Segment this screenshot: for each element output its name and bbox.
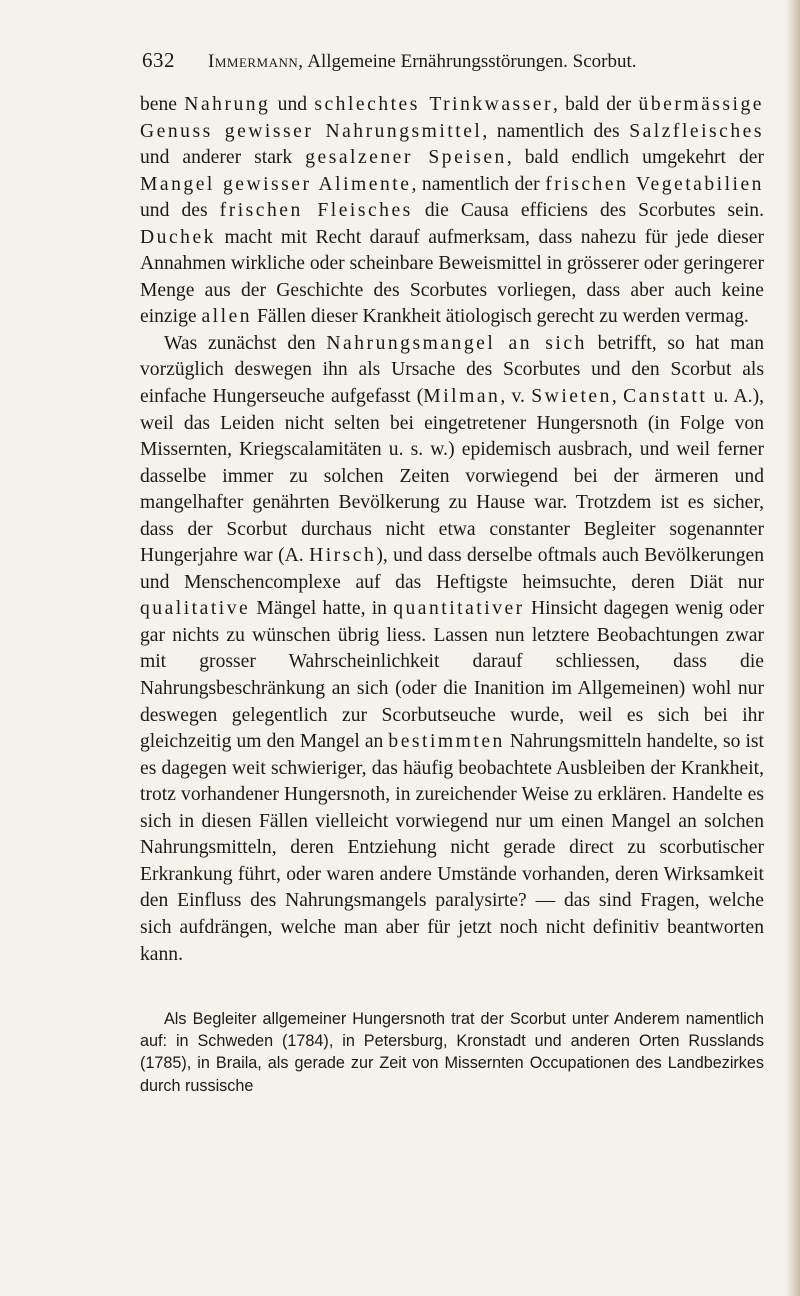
text-run: , v. <box>500 386 532 408</box>
text-run: und anderer stark <box>140 147 306 169</box>
spaced-term: bestimmten <box>388 731 505 753</box>
spaced-term: quantitativer <box>393 598 525 620</box>
spaced-term: gesalzener Speisen <box>305 147 507 169</box>
spaced-term: allen <box>201 306 253 328</box>
page-number: 632 <box>142 48 175 72</box>
text-run: , bald der <box>552 94 639 115</box>
spaced-name: Milman <box>423 386 501 408</box>
text-run: ), und dass derselbe oftmals auch Bevölkerungen und Menschencomplexe auf das Heftigste heimsuchte, deren Diät nur <box>140 545 764 593</box>
spaced-name: Canstatt <box>623 386 708 408</box>
text-run: bene <box>140 94 185 115</box>
running-title <box>208 51 637 72</box>
text-run: Was zunächst den <box>164 332 327 354</box>
text-run: und <box>270 94 315 115</box>
spaced-term: frischen Vegetabilien <box>545 173 764 195</box>
main-text <box>140 92 764 968</box>
spaced-name: Swieten <box>531 386 612 408</box>
spaced-term: schlechtes Trinkwasser <box>314 94 553 115</box>
spaced-term: Nahrungsmangel an sich <box>326 332 587 354</box>
running-author: Immermann, <box>208 51 304 72</box>
text-run: Hinsicht dagegen wenig oder gar nichts zu wünschen übrig liess. Lassen nun letztere Beobachtungen zwar mit grosser Wahrscheinlichkeit darauf schliessen, dass die Nahrungsbeschränkung an sich (oder die Inanition im Allgemeinen) wohl nur deswegen gelegentlich zur Scorbutseuche wurde, weil es sich bei ihr gleichzeitig um den Mangel an <box>140 598 764 753</box>
spaced-term: Nahrung <box>184 94 271 115</box>
spaced-name: Duchek <box>140 226 216 248</box>
text-run: Nahrungsmitteln handelte, so ist es dagegen weit schwieriger, das häufig beobachtete Ausbleiben der Krankheit, trotz vorhandener Hungersnoth, in zureichender Weise zu erklären. Handelte es sich in diesen Fällen vielleicht vorwiegend nur um einen Mangel an solchen Nahrungsmitteln, deren Entziehung nicht gerade direct zu scorbutischer Erkrankung führt, oder waren andere Umstände vorhanden, deren Wirksamkeit den Einfluss des Nahrungsmangels paralysirte? — das sind Fragen, welche sich aufdrängen, welche man aber für jetzt noch nicht definitiv beantworten kann. <box>140 731 764 965</box>
spaced-term: Mangel gewisser Alimente <box>140 173 412 195</box>
text-run: Fällen dieser Krankheit ätiologisch gerecht zu werden vermag. <box>252 306 749 328</box>
spaced-term: frischen Fleisches <box>219 200 413 222</box>
text-run: macht mit Recht darauf aufmerksam, dass nahezu für jede dieser Annahmen wirkliche oder scheinbare Beweismittel in grösserer oder geringerer Menge aus der Geschichte des Scorbutes vorliegen, dass aber auch keine einzige <box>140 226 764 328</box>
footnote <box>140 1008 764 1097</box>
spaced-term: übermässige Genuss gewisser Nahrungsmittel <box>140 94 764 142</box>
text-run: , namentlich des <box>482 120 630 142</box>
page-edge-shadow <box>786 0 800 1296</box>
text-run: Mängel hatte, in <box>250 598 394 620</box>
text-run: betrifft, so hat man vorzüglich deswegen ihn als Ursache des Scorbutes und den Scorbut als einfache Hungerseuche aufgefasst ( <box>140 332 764 408</box>
spaced-term: qualitative <box>140 598 251 620</box>
running-chapter: Allgemeine Ernährungsstörungen. Scorbut. <box>307 51 637 72</box>
text-run: , namentlich der <box>411 173 546 195</box>
spaced-name: Hirsch <box>309 545 377 567</box>
text-run: , bald endlich umgekehrt der <box>506 147 764 169</box>
running-header <box>142 48 782 78</box>
text-run: , <box>611 386 624 408</box>
text-run: u. A.), weil das Leiden nicht selten bei eingetretener Hungersnoth (in Folge von Missernten, Kriegscalamitäten u. s. w.) epidemisch ausbrach, und weil ferner dasselbe immer zu solchen Zeiten vorwiegend bei der ärmeren und mangelhafter genährten Bevölkerung zu Hause war. Trotzdem ist es sicher, dass der Scorbut durchaus nicht etwa constanter Begleiter sogenannter Hungerjahre war (A. <box>140 386 764 567</box>
text-run: die Causa efficiens des Scorbutes sein. <box>412 200 764 222</box>
spaced-term: Salzfleisches <box>629 120 764 142</box>
text-run: und des <box>140 200 220 222</box>
footnote-text: Als Begleiter allgemeiner Hungersnoth trat der Scorbut unter Anderem namentlich auf: in Schweden (1784), in Petersburg, Kronstadt und anderen Orten Russlands (1785), in Braila, als gerade zur Zeit von Missernten Occupationen des Landbezirkes durch russische <box>140 1010 764 1095</box>
paragraph-2 <box>140 331 764 968</box>
paragraph-1 <box>140 92 764 331</box>
